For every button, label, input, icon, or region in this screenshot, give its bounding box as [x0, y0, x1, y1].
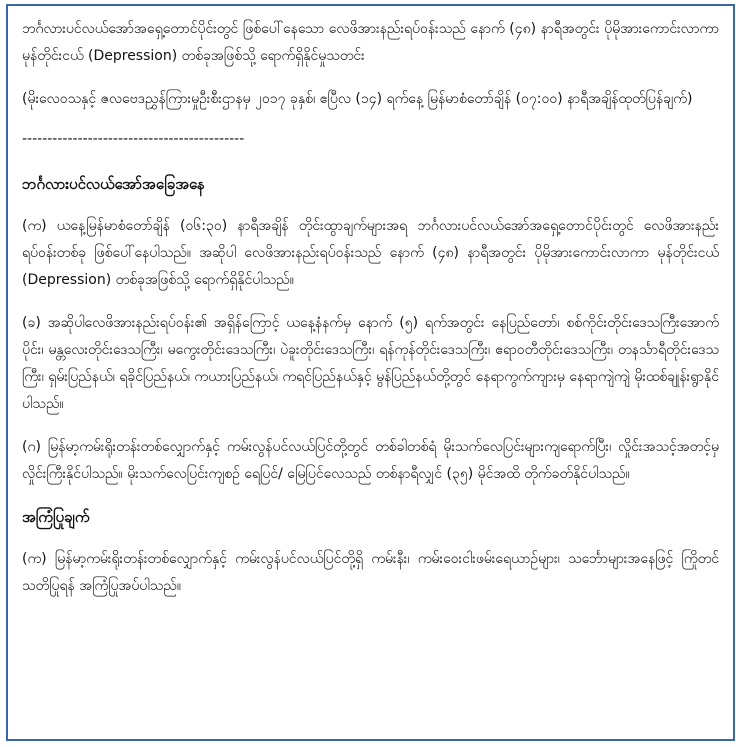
condition-heading: ဘင်္ဂလားပင်လယ်အော်အခြေအနေ [22, 175, 205, 193]
intro-paragraph: ဘင်္ဂလားပင်လယ်အော်အရှေ့တောင်ပိုင်းတွင် ဖြစ်ပေါ်နေသော လေဖိအားနည်းရပ်ဝန်းသည် နောက် (၄၈) နာရီအတွင်း ပိုမိုအားကောင်းလာကာ မုန်တိုင်းငယ် (Depression) တစ်ခုအဖြစ်သို့ ရောက်ရှိနိုင်မှုသတင်း [22, 21, 719, 64]
separator-line: -------------------------------------------- [22, 131, 245, 147]
bulletin-frame [6, 4, 735, 741]
condition-item-kha: (ခ) အဆိုပါလေဖိအားနည်းရပ်ဝန်း၏ အရှိန်ကြောင့် ယနေ့နံနက်မှ နောက် (၅) ရက်အတွင်း နေပြည်တော်၊ စစ်ကိုင်းတိုင်းဒေသကြီးအောက်ပိုင်း၊ မန္တလေးတိုင်းဒေသကြီး၊ မကွေးတိုင်းဒေသကြီး၊ ပဲခူးတိုင်းဒေသကြီး၊ ရန်ကုန်တိုင်းဒေသကြီး၊ ဧရာဝတီတိုင်းဒေသကြီး၊ တနင်္သာရီတိုင်းဒေသကြီး၊ ရှမ်းပြည်နယ်၊ ရခိုင်ပြည်နယ်၊ ကယားပြည်နယ်၊ ကရင်ပြည်နယ်နှင့် မွန်ပြည်နယ်တို့တွင် နေရာကွက်ကျားမှ နေရာကျဲကျဲ မိုးထစ်ချုန်းရွာနိုင်ပါသည်။ [22, 315, 719, 412]
issued-note: (မိုးလေဝသနှင့် ဇလဗေဒညွှန်ကြားမှုဦးစီးဌာနမှ ၂၀၁၇ ခုနှစ်၊ ဧပြီလ (၁၄) ရက်နေ့ မြန်မာစံတော်ချိန် (၀၇:၀၀) နာရီအချိန်ထုတ်ပြန်ချက်) [22, 91, 693, 107]
condition-item-ga: (ဂ) မြန်မာ့ကမ်းရိုးတန်းတစ်လျှောက်နှင့် ကမ်းလွန်ပင်လယ်ပြင်တို့တွင် တစ်ခါတစ်ရံ မိုးသက်လေပြင်းများကျရောက်ပြီး၊ လှိုင်းအသင့်အတင့်မှ လှိုင်းကြီးနိုင်ပါသည်။ မိုးသက်လေပြင်းကျစဉ် ရေပြင်/ မြေပြင်လေသည် တစ်နာရီလျှင် (၃၅) မိုင်အထိ တိုက်ခတ်နိုင်ပါသည်။ [22, 439, 719, 482]
condition-item-ka: (က) ယနေ့မြန်မာစံတော်ချိန် (၀၆:၃၀) နာရီအချိန် တိုင်းထွာချက်များအရ ဘင်္ဂလားပင်လယ်အော်အရှေ့တောင်ပိုင်းတွင် လေဖိအားနည်းရပ်ဝန်းတစ်ခု ဖြစ်ပေါ်နေပါသည်။ အဆိုပါ လေဖိအားနည်းရပ်ဝန်းသည် နောက် (၄၈) နာရီအတွင်း ပိုမိုအားကောင်းလာကာ မုန်တိုင်းငယ် (Depression) တစ်ခုအဖြစ်သို့ ရောက်ရှိနိုင်ပါသည်။ [22, 218, 719, 288]
advice-item-ka: (က) မြန်မာ့ကမ်းရိုးတန်းတစ်လျှောက်နှင့် ကမ်းလွန်ပင်လယ်ပြင်တို့ရှိ ကမ်းနီး၊ ကမ်းဝေးငါးဖမ်းရေယာဉ်များ၊ သင်္ဘောများအနေဖြင့် ကြိုတင်သတိပြုရန် အကြံပြုအပ်ပါသည်။ [22, 551, 719, 594]
advice-heading: အကြံပြုချက် [22, 508, 90, 526]
